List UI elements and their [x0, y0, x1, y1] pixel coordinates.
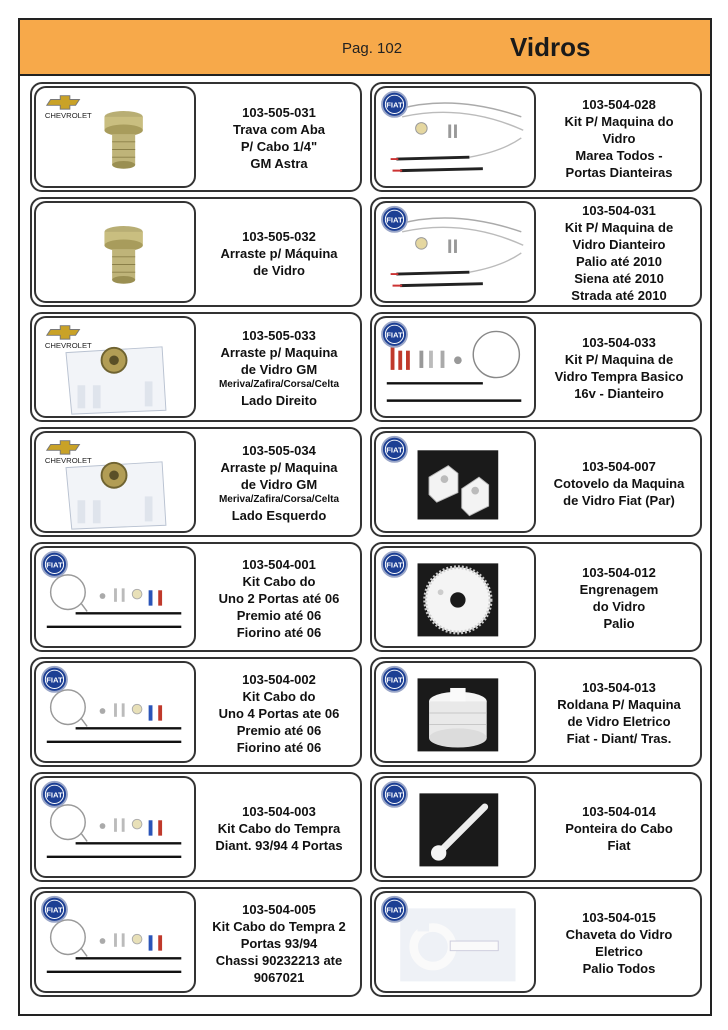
product-code: 103-504-031 — [582, 203, 656, 218]
product-description-line: Kit P/ Maquina de — [564, 220, 674, 235]
product-description-line: Arraste p/ Maquina — [220, 460, 338, 475]
product-code: 103-504-013 — [582, 680, 656, 695]
product-description-line: Marea Todos - — [575, 147, 663, 163]
product-description-line: Kit P/ Maquina de — [564, 352, 674, 367]
product-card — [30, 312, 362, 422]
product-code: 103-504-001 — [242, 556, 316, 572]
product-code: 103-504-012 — [582, 565, 656, 580]
product-description-line: Fiat - Diant/ Tras. — [566, 731, 672, 746]
fiat-logo — [382, 897, 407, 922]
product-card — [370, 542, 702, 652]
product-description-line: P/ Cabo 1/4" — [240, 139, 318, 154]
product-image — [374, 776, 536, 878]
product-card — [30, 542, 362, 652]
product-image — [374, 201, 536, 303]
product-image — [374, 86, 536, 188]
product-image — [34, 201, 196, 303]
product-card — [30, 772, 362, 882]
product-description-line: Palio Todos — [582, 961, 656, 976]
product-code: 103-504-002 — [242, 671, 316, 687]
product-description-line: Kit Cabo do Tempra 2 — [212, 918, 346, 934]
product-image — [374, 891, 536, 993]
product-code: 103-504-015 — [582, 910, 656, 925]
product-card — [370, 887, 702, 997]
product-code: 103-505-032 — [242, 228, 316, 244]
fiat-logo — [382, 322, 407, 347]
product-description — [540, 663, 698, 763]
chevrolet-logo — [45, 441, 92, 465]
product-image — [34, 316, 196, 418]
product-description-line: de Vidro GM — [240, 477, 318, 492]
cable-tip-photo — [419, 793, 498, 866]
product-code: 103-505-033 — [242, 328, 316, 343]
fiat-logo-text: FIAT — [46, 560, 63, 570]
fiat-logo-text: FIAT — [386, 445, 403, 455]
product-description-line: Diant. 93/94 4 Portas — [215, 837, 343, 853]
product-code: 103-505-034 — [242, 443, 316, 458]
product-description — [200, 318, 358, 418]
product-card — [370, 312, 702, 422]
product-description-line: Palio — [603, 616, 635, 631]
product-image — [34, 546, 196, 648]
product-description-line: Vidro Tempra Basico — [554, 369, 684, 384]
product-description-line: de Vidro Fiat (Par) — [563, 492, 675, 508]
fiat-logo — [42, 782, 67, 807]
product-code: 103-505-031 — [242, 105, 316, 120]
product-description-line: Lado Esquerdo — [231, 508, 327, 523]
fiat-logo-text: FIAT — [386, 330, 403, 340]
product-description — [540, 548, 698, 648]
fiat-logo-text: FIAT — [386, 905, 403, 915]
product-code: 103-504-005 — [242, 901, 316, 917]
product-image — [34, 431, 196, 533]
window-regulator-kit-photo — [391, 218, 524, 286]
product-description — [200, 88, 358, 188]
product-description-line: de Vidro GM — [240, 362, 318, 377]
product-description-line: Portas 93/94 — [240, 935, 318, 951]
fiat-logo — [382, 207, 407, 232]
fiat-logo — [382, 437, 407, 462]
product-card — [30, 657, 362, 767]
pin-photo — [104, 111, 142, 169]
product-card — [30, 887, 362, 997]
product-description — [540, 893, 698, 993]
catalog-page — [18, 18, 712, 1016]
product-description-line: Uno 4 Portas ate 06 — [218, 705, 340, 721]
fiat-logo-text: FIAT — [386, 100, 403, 110]
chevrolet-logo-text: CHEVROLET — [44, 455, 92, 465]
product-description-line: Premio até 06 — [236, 607, 322, 623]
product-description-line: Eletrico — [595, 944, 643, 959]
elbow-pair-photo — [418, 450, 499, 519]
product-description-line: 16v - Dianteiro — [574, 386, 664, 401]
chevrolet-logo — [45, 326, 92, 350]
cable-kit-photo — [47, 805, 182, 857]
product-image — [34, 661, 196, 763]
fiat-logo — [42, 667, 67, 692]
product-description-line: 9067021 — [253, 969, 305, 985]
gear-photo — [418, 563, 499, 636]
product-description-line: do Vidro — [592, 599, 646, 614]
chevrolet-logo — [45, 96, 92, 120]
product-description-line: Fiat — [607, 837, 631, 853]
product-card — [370, 82, 702, 192]
product-image — [374, 316, 536, 418]
chevrolet-logo-text: CHEVROLET — [44, 110, 92, 120]
product-card — [370, 197, 702, 307]
pin-photo — [104, 226, 142, 284]
product-description — [540, 778, 698, 878]
slider-photo — [66, 347, 166, 414]
page-header — [20, 20, 710, 76]
fiat-logo — [382, 667, 407, 692]
fiat-logo — [382, 92, 407, 117]
product-card — [30, 82, 362, 192]
product-description-line: Kit Cabo do — [242, 688, 316, 704]
product-image — [34, 86, 196, 188]
fiat-logo — [42, 897, 67, 922]
product-description-line: Chaveta do Vidro — [565, 927, 673, 942]
product-description-line: de Vidro — [253, 262, 305, 278]
clip-photo — [400, 908, 515, 981]
product-description-line: Fiorino até 06 — [236, 739, 322, 755]
product-description-line: Cotovelo da Maquina — [553, 475, 685, 491]
product-description-line: Strada até 2010 — [571, 288, 667, 303]
slider-photo — [66, 462, 166, 529]
product-description-line: Lado Direito — [241, 393, 317, 408]
product-description-line: Chassi 90232213 ate — [215, 952, 343, 968]
fiat-logo-text: FIAT — [386, 560, 403, 570]
product-description-line: Meriva/Zafira/Corsa/Celta — [218, 494, 340, 505]
product-description-line: Meriva/Zafira/Corsa/Celta — [218, 379, 340, 390]
product-description-line: Trava com Aba — [232, 122, 325, 137]
product-description-line: GM Astra — [250, 156, 308, 171]
product-description — [200, 548, 358, 648]
page-number: Pag. 102 — [342, 40, 403, 57]
product-description — [200, 778, 358, 878]
product-description — [200, 663, 358, 763]
cable-kit-parts-photo — [387, 331, 522, 400]
product-image — [374, 661, 536, 763]
cable-kit-photo — [47, 920, 182, 972]
product-description-line: Kit P/ Maquina do — [564, 113, 674, 129]
product-card — [370, 657, 702, 767]
product-description — [200, 203, 358, 303]
product-description-line: Kit Cabo do — [242, 573, 316, 589]
product-description-line: Arraste p/ Maquina — [220, 345, 338, 360]
product-description-line: Fiorino até 06 — [236, 624, 322, 640]
chevrolet-logo-text: CHEVROLET — [44, 340, 92, 350]
fiat-logo-text: FIAT — [386, 675, 403, 685]
product-code: 103-504-003 — [242, 803, 316, 819]
fiat-logo-text: FIAT — [46, 790, 63, 800]
product-description-line: Palio até 2010 — [576, 254, 662, 269]
product-description-line: Portas Dianteiras — [565, 164, 673, 180]
fiat-logo-text: FIAT — [46, 905, 63, 915]
product-description-line: Premio até 06 — [236, 722, 322, 738]
fiat-logo — [382, 552, 407, 577]
product-description-line: Siena até 2010 — [574, 271, 664, 286]
product-code: 103-504-033 — [582, 335, 656, 350]
product-description — [200, 893, 358, 993]
product-grid — [30, 82, 702, 997]
fiat-logo — [42, 552, 67, 577]
product-description — [540, 433, 698, 533]
product-image — [374, 546, 536, 648]
product-code: 103-504-028 — [582, 96, 656, 112]
cable-kit-photo — [47, 575, 182, 627]
fiat-logo-text: FIAT — [386, 215, 403, 225]
product-description-line: Vidro Dianteiro — [572, 237, 666, 252]
product-description-line: Vidro — [602, 130, 636, 146]
pulley-photo — [418, 678, 499, 751]
product-card — [370, 772, 702, 882]
product-card — [30, 427, 362, 537]
product-card — [370, 427, 702, 537]
product-description-line: Roldana P/ Maquina — [557, 697, 681, 712]
fiat-logo-text: FIAT — [46, 675, 63, 685]
product-code: 103-504-014 — [582, 803, 656, 819]
product-description-line: Kit Cabo do Tempra — [217, 820, 341, 836]
product-description — [540, 203, 698, 303]
product-description-line: de Vidro Eletrico — [567, 714, 671, 729]
product-code: 103-504-007 — [582, 458, 656, 474]
window-regulator-kit-photo — [391, 103, 524, 171]
product-card — [30, 197, 362, 307]
product-image — [374, 431, 536, 533]
product-description — [540, 318, 698, 418]
fiat-logo-text: FIAT — [386, 790, 403, 800]
product-image — [34, 776, 196, 878]
product-description — [540, 88, 698, 188]
product-description-line: Ponteira do Cabo — [565, 820, 673, 836]
fiat-logo — [382, 782, 407, 807]
product-description-line: Uno 2 Portas até 06 — [218, 590, 340, 606]
product-description — [200, 433, 358, 533]
product-description-line: Arraste p/ Máquina — [220, 245, 338, 261]
page-title: Vidros — [510, 32, 591, 62]
product-image — [34, 891, 196, 993]
cable-kit-photo — [47, 690, 182, 742]
product-description-line: Engrenagem — [579, 582, 659, 597]
